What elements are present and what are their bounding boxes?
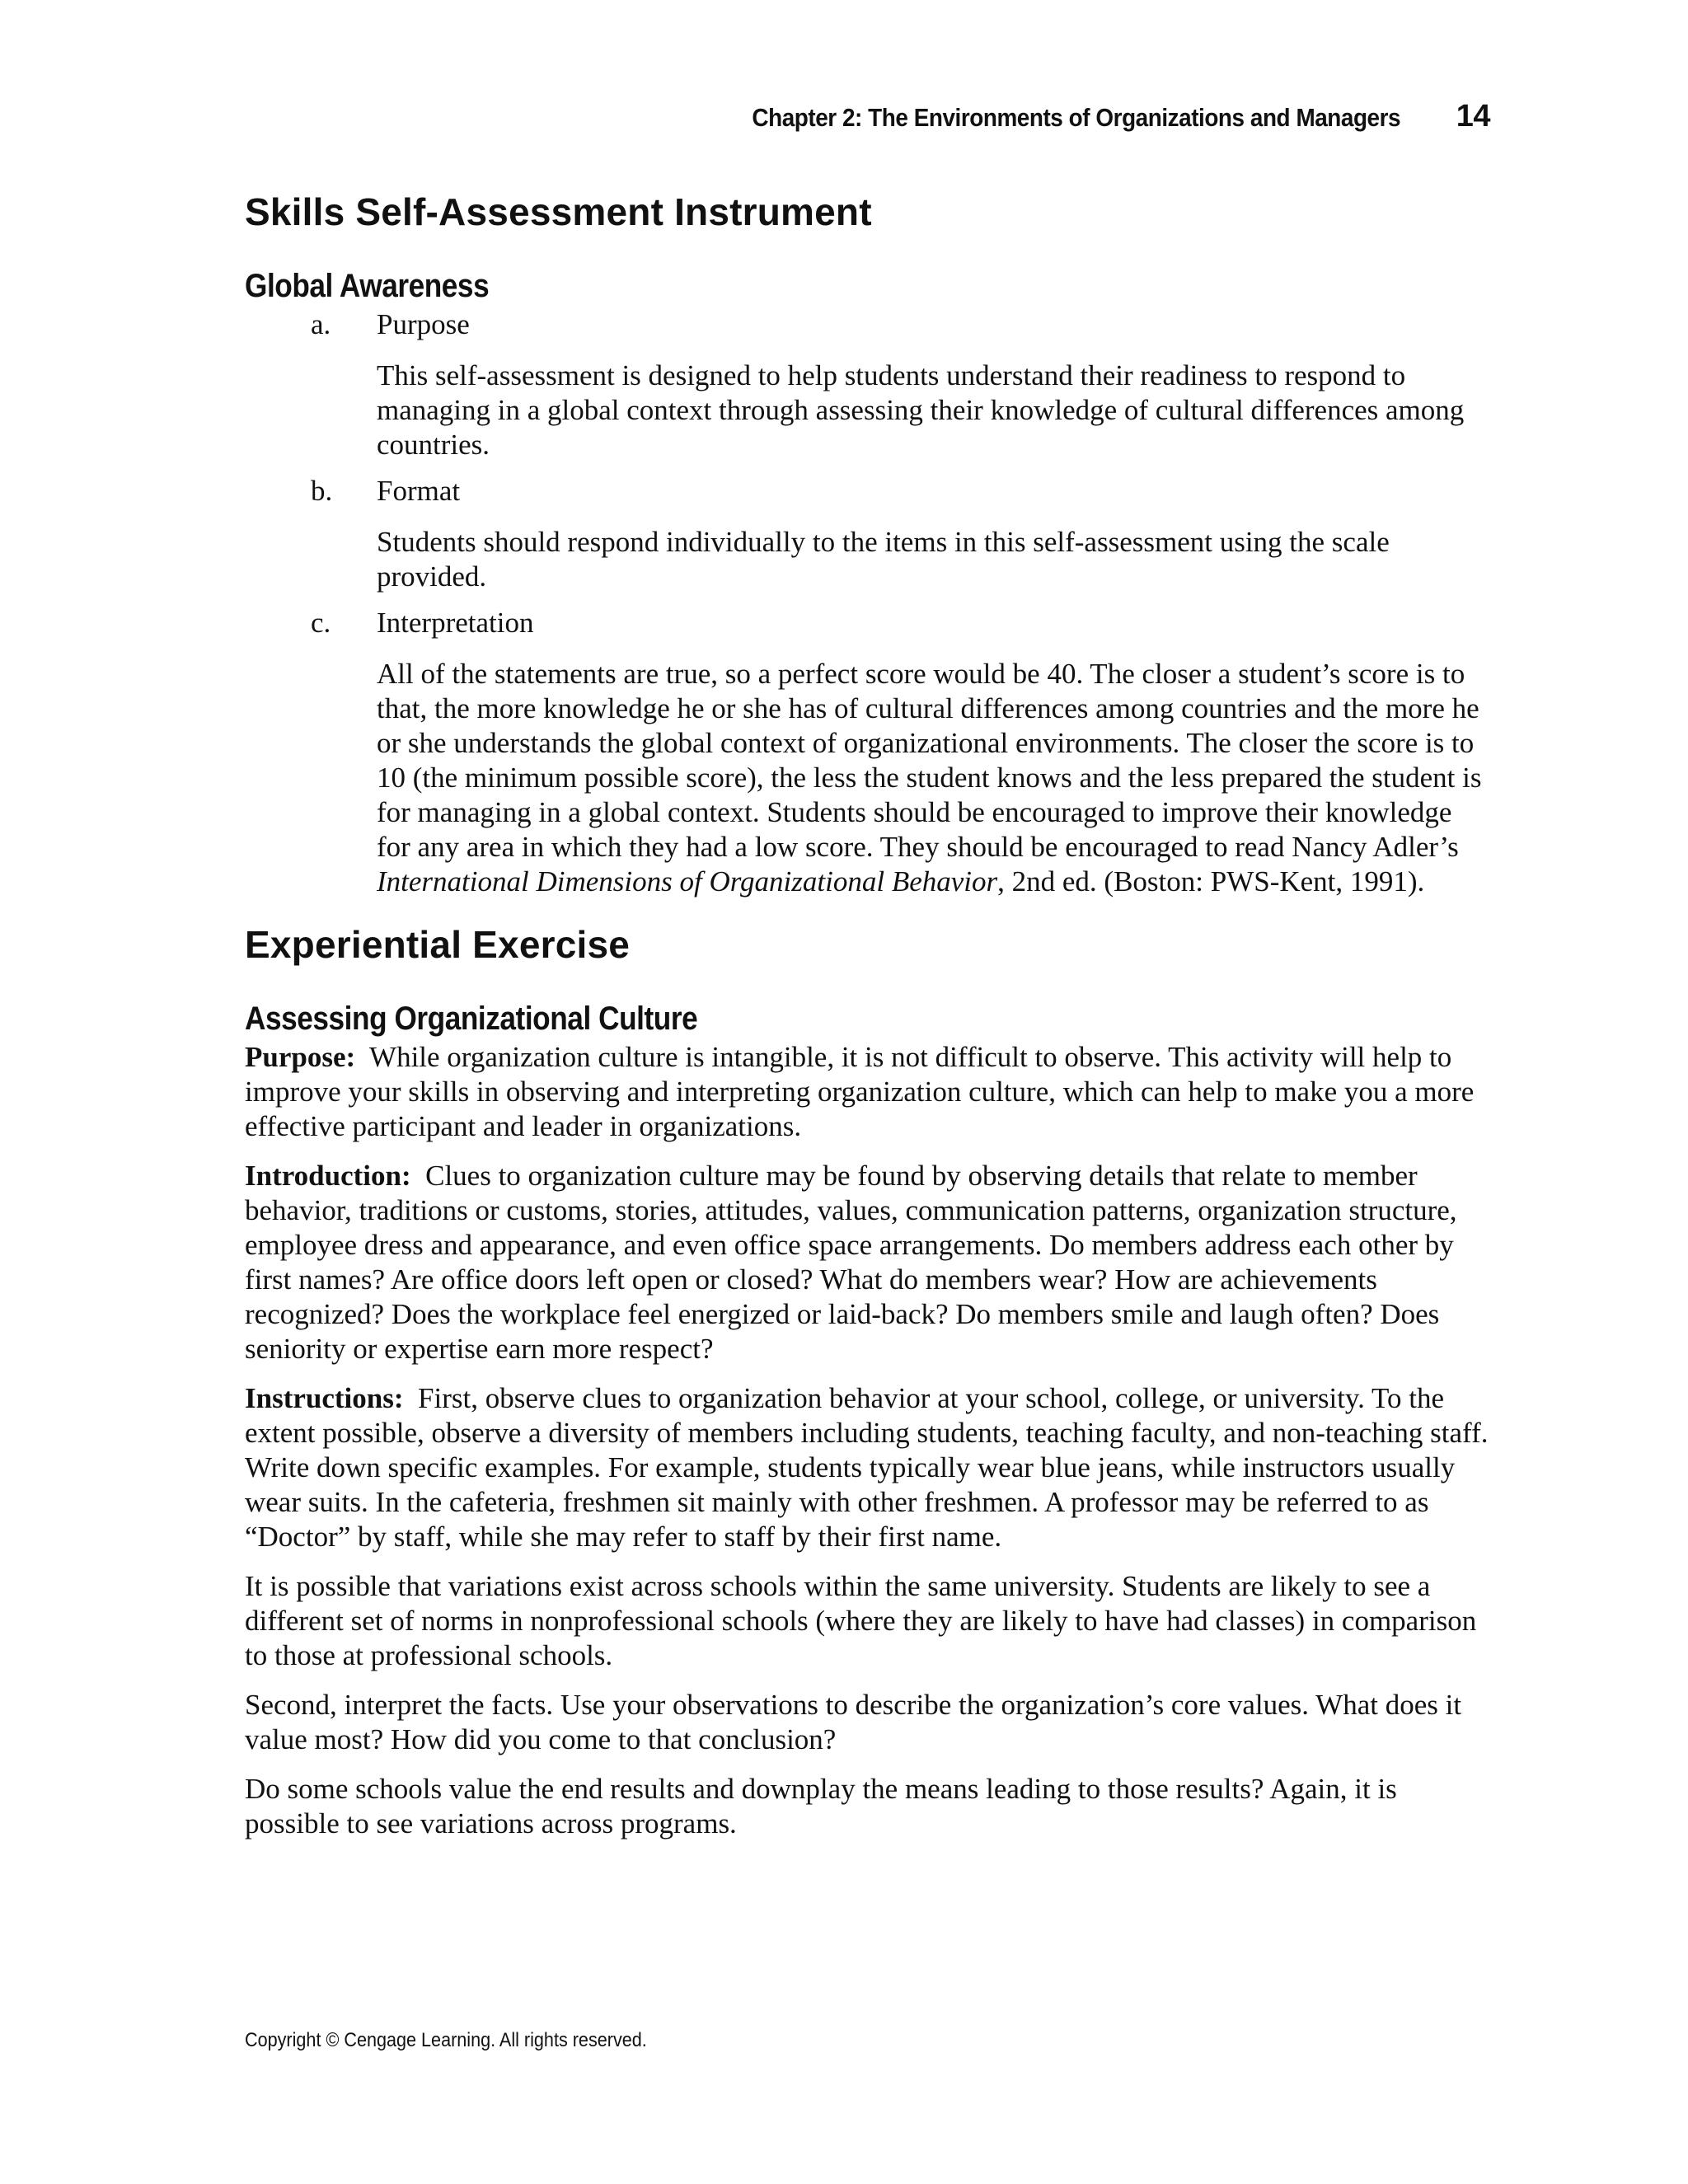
page-content [245, 190, 1489, 1841]
page-number: 14 [1456, 99, 1490, 134]
exercise-subsection-title: Assessing Organizational Culture [245, 1001, 698, 1038]
book-title: International Dimensions of Organizational Behavior [377, 865, 998, 898]
list-item-format [245, 474, 1489, 509]
list-item-title: Format [377, 475, 461, 508]
list-item-title: Interpretation [377, 607, 534, 640]
introduction-paragraph [245, 1159, 1489, 1366]
list-item-letter: a. [311, 308, 331, 341]
interpret-paragraph: Second, interpret the facts. Use your observations to describe the organization’s core values. What does it value most? How did you come to that conclusion? [245, 1689, 1462, 1756]
purpose-paragraph [245, 1040, 1489, 1144]
list-item-letter: b. [311, 475, 333, 508]
running-header [171, 99, 1490, 134]
purpose-text: While organization culture is intangible, it is not difficult to observe. This activity will help to improve your skills in observing and interpreting organization culture, which can help to make you a more effective participant and leader in organizations. [245, 1041, 1475, 1143]
list-item-letter: c. [311, 607, 331, 640]
introduction-text: Clues to organization culture may be found by observing details that relate to member behavior, traditions or customs, stories, attitudes, values, communication patterns, organization structure, employee dress and appearance, and even office space arrangements. Do members address each other by first names? Are office doors left open or closed? What do members wear? How are achievements recognized? Does the workplace feel energized or laid-back? Do members smile and laugh often? Does seniority or expertise earn more respect? [245, 1160, 1457, 1366]
list-item-title: Purpose [377, 308, 470, 341]
interpretation-text-end: , 2nd ed. (Boston: PWS-Kent, 1991). [997, 865, 1425, 898]
chapter-title: Chapter 2: The Environments of Organizations and Managers [752, 103, 1400, 132]
skills-subsection-title: Global Awareness [245, 268, 490, 305]
purpose-label: Purpose: [245, 1041, 356, 1074]
introduction-label: Introduction: [245, 1160, 411, 1193]
list-item-interpretation [245, 606, 1489, 640]
list-item-body [377, 657, 1489, 899]
variations-paragraph: It is possible that variations exist across schools within the same university. Students are likely to see a different set of norms in nonprofessional schools (where they are likely to have had classes) in comparison to those at professional schools. [245, 1570, 1477, 1672]
list-item-body: Students should respond individually to the items in this self-assessment using the scale provided. [377, 526, 1390, 593]
list-item-body: This self-assessment is designed to help students understand their readiness to respond to managing in a global context through assessing their knowledge of cultural differences among countries. [377, 359, 1465, 462]
interpretation-text: All of the statements are true, so a perfect score would be 40. The closer a student’s score is to that, the more knowledge he or she has of cultural differences among countries and the more he or she understands the global context of organizational environments. The closer the score is to 10 (the minimum possible score), the less the student knows and the less prepared the student is for managing in a global context. Students should be encouraged to improve their knowledge for any area in which they had a low score. They should be encouraged to read Nancy Adler’s [377, 658, 1482, 864]
skills-section-title: Skills Self-Assessment Instrument [245, 190, 872, 233]
list-item-purpose [245, 307, 1489, 342]
instructions-text: First, observe clues to organization behavior at your school, college, or university. To the extent possible, observe a diversity of members including students, teaching faculty, and non-teaching staff. Write down specific examples. For example, students typically wear blue jeans, while instructors usually wear suits. In the cafeteria, freshmen sit mainly with other freshmen. A professor may be referred to as “Doctor” by staff, while she may refer to staff by their first name. [245, 1382, 1489, 1554]
exercise-section-title: Experiential Exercise [245, 923, 631, 967]
results-paragraph: Do some schools value the end results and downplay the means leading to those results? Again, it is possible to see variations across programs. [245, 1773, 1397, 1840]
instructions-paragraph [245, 1381, 1489, 1554]
copyright-footer: Copyright © Cengage Learning. All rights reserved. [245, 2029, 647, 2051]
instructions-label: Instructions: [245, 1382, 404, 1415]
